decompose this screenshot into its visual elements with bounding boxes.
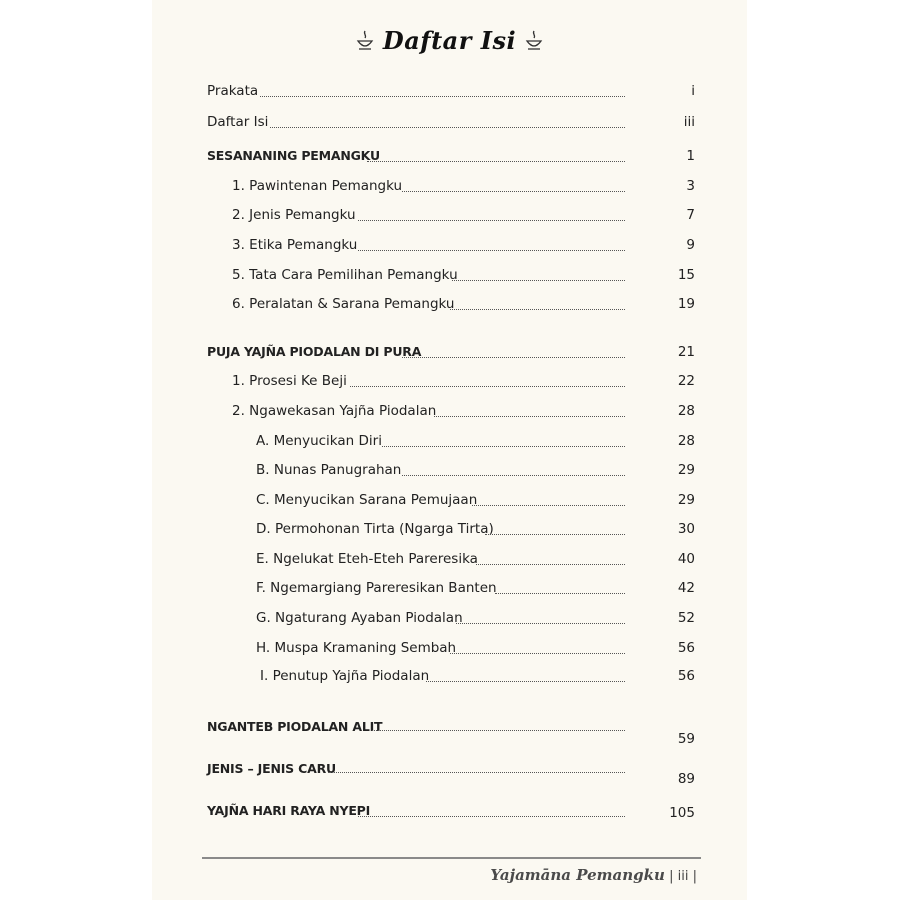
toc-entry[interactable] [152, 492, 747, 512]
toc-entry[interactable] [152, 403, 747, 423]
footer-divider [202, 857, 701, 859]
toc-leader [328, 772, 625, 773]
toc-section-entry[interactable] [152, 344, 747, 364]
toc-page-number: 3 [686, 178, 695, 194]
toc-leader [450, 653, 625, 654]
toc-entry[interactable] [152, 373, 747, 393]
book-page [152, 0, 747, 900]
toc-entry[interactable] [152, 83, 747, 103]
toc-leader [485, 534, 625, 535]
toc-entry[interactable] [152, 207, 747, 227]
right-ornament-icon [524, 29, 544, 51]
toc-leader [495, 593, 625, 594]
toc-leader [434, 416, 625, 417]
toc-page-number: 15 [677, 267, 695, 283]
toc-entry-label: E. Ngelukat Eteh-Eteh Pareresika [256, 551, 478, 567]
toc-entry[interactable] [152, 296, 747, 316]
toc-entry-label: 1. Prosesi Ke Beji [232, 373, 347, 389]
toc-entry-label: Prakata [207, 83, 259, 99]
toc-page-number: 56 [677, 640, 695, 656]
toc-entry[interactable] [152, 237, 747, 257]
toc-leader [350, 386, 625, 387]
toc-entry-label: I. Penutup Yajña Piodalan [260, 668, 430, 684]
toc-entry-label: SESANANING PEMANGKU [207, 148, 380, 163]
toc-leader [372, 730, 625, 731]
toc-page-number: 40 [677, 551, 695, 567]
toc-entry[interactable] [152, 267, 747, 287]
toc-entry[interactable] [152, 580, 747, 600]
toc-leader [472, 505, 625, 506]
toc-entry-label: 2. Ngawekasan Yajña Piodalan [232, 403, 437, 419]
toc-leader [270, 127, 625, 128]
toc-entry[interactable] [152, 521, 747, 541]
toc-leader [382, 446, 625, 447]
toc-entry-label: D. Permohonan Tirta (Ngarga Tirta) [256, 521, 494, 537]
toc-leader [358, 250, 625, 251]
toc-page-number: 21 [677, 344, 695, 360]
toc-leader [456, 623, 625, 624]
toc-leader [260, 96, 625, 97]
toc-section-entry[interactable] [152, 148, 747, 168]
toc-page-number: 42 [677, 580, 695, 596]
toc-entry[interactable] [152, 640, 747, 660]
footer-book-title: Yajamāna Pemangku [490, 866, 665, 884]
toc-entry-label: PUJA YAJÑA PIODALAN DI PURA [207, 344, 422, 359]
toc-leader [402, 475, 625, 476]
toc-page-number: 9 [686, 237, 695, 253]
toc-entry[interactable] [152, 610, 747, 630]
toc-entry-label: 3. Etika Pemangku [232, 237, 358, 253]
toc-leader [476, 564, 625, 565]
toc-entry-label: JENIS – JENIS CARU [207, 761, 336, 776]
toc-leader [402, 191, 625, 192]
toc-page-number: i [691, 83, 695, 99]
toc-entry[interactable] [152, 178, 747, 198]
left-ornament-icon [355, 29, 375, 51]
toc-leader [367, 161, 625, 162]
toc-entry[interactable] [152, 433, 747, 453]
page-title: Daftar Isi [382, 25, 517, 55]
toc-entry-label: A. Menyucikan Diri [256, 433, 382, 449]
toc-leader [426, 681, 625, 682]
toc-entry-label: 2. Jenis Pemangku [232, 207, 356, 223]
toc-entry-label: B. Nunas Panugrahan [256, 462, 402, 478]
toc-page-number: iii [683, 114, 695, 130]
toc-entry-label: Daftar Isi [207, 114, 269, 130]
toc-page-number: 30 [677, 521, 695, 537]
toc-section-entry[interactable] [152, 761, 747, 787]
toc-section-entry[interactable] [152, 719, 747, 747]
toc-page-number: 89 [677, 771, 695, 787]
toc-entry-label: 6. Peralatan & Sarana Pemangku [232, 296, 455, 312]
toc-leader [452, 280, 625, 281]
toc-leader [358, 816, 625, 817]
toc-entry[interactable] [152, 551, 747, 571]
toc-leader [358, 220, 625, 221]
toc-entry[interactable] [152, 114, 747, 134]
toc-page-number: 7 [686, 207, 695, 223]
toc-page-number: 19 [677, 296, 695, 312]
toc-entry-label: YAJÑA HARI RAYA NYEPI [207, 803, 371, 818]
page-footer [490, 866, 697, 884]
toc-page-number: 28 [677, 403, 695, 419]
toc-entry[interactable] [152, 462, 747, 482]
toc-page-number: 22 [677, 373, 695, 389]
toc-page-number: 52 [677, 610, 695, 626]
toc-page-number: 1 [686, 148, 695, 164]
toc-page-number: 105 [669, 805, 695, 821]
toc-entry-label: F. Ngemargiang Pareresikan Banten [256, 580, 497, 596]
toc-page-number: 29 [677, 492, 695, 508]
toc-page-number: 59 [677, 731, 695, 747]
toc-entry-label: 5. Tata Cara Pemilihan Pemangku [232, 267, 458, 283]
page-header [152, 22, 747, 58]
toc-entry-label: NGANTEB PIODALAN ALIT [207, 719, 383, 734]
toc-entry-label: 1. Pawintenan Pemangku [232, 178, 403, 194]
footer-page-number: | iii | [669, 869, 697, 884]
toc-entry-label: C. Menyucikan Sarana Pemujaan [256, 492, 478, 508]
toc-leader [402, 357, 625, 358]
toc-entry-label: G. Ngaturang Ayaban Piodalan [256, 610, 463, 626]
toc-entry[interactable] [152, 668, 747, 688]
toc-section-entry[interactable] [152, 803, 747, 823]
toc-page-number: 28 [677, 433, 695, 449]
toc-entry-label: H. Muspa Kramaning Sembah [256, 640, 457, 656]
toc-leader [450, 309, 625, 310]
toc-page-number: 29 [677, 462, 695, 478]
toc-page-number: 56 [677, 668, 695, 684]
